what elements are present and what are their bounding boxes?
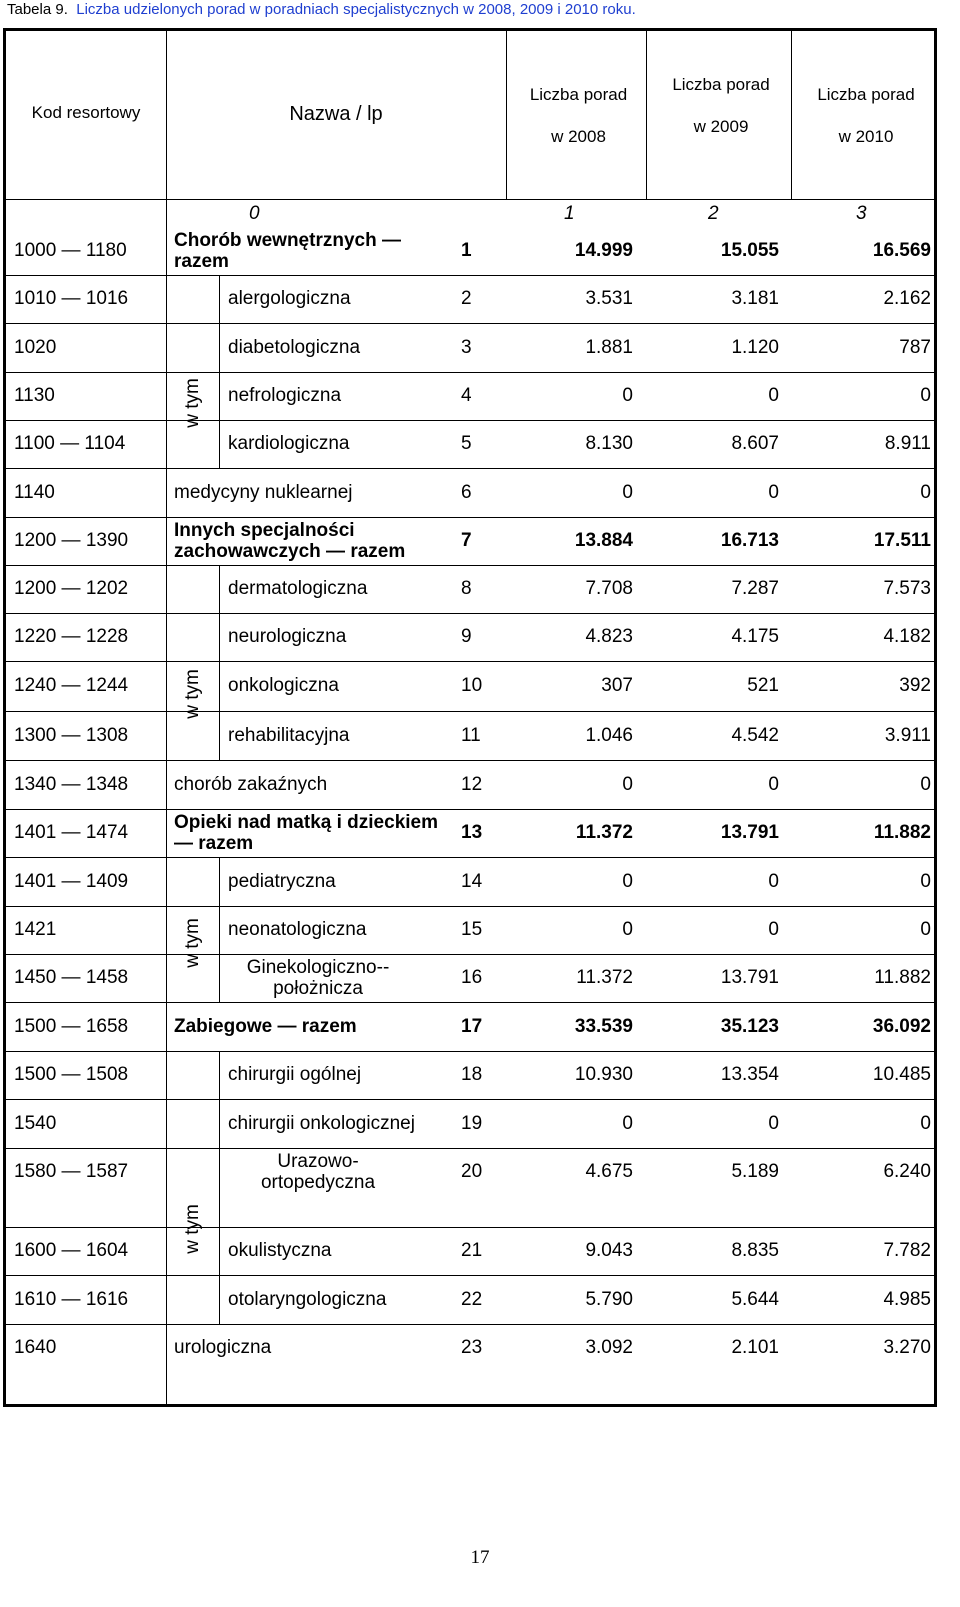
- row-value-2008: 10.930: [574, 1064, 633, 1085]
- header-2010-line1: Liczba porad: [817, 85, 915, 104]
- row-value-2009: 3.181: [731, 288, 779, 309]
- row-name: Chorób wewnętrznych — razem: [174, 230, 401, 272]
- row-value-2010: 11.882: [873, 822, 931, 843]
- row-divider: [6, 1002, 934, 1003]
- row-lp: 1: [461, 240, 472, 261]
- row-value-2008: 1.881: [585, 336, 633, 358]
- row-value-2008: 5.790: [585, 1288, 633, 1310]
- column-divider: [219, 1051, 220, 1324]
- row-divider: [6, 906, 934, 907]
- row-lp: 18: [461, 1064, 483, 1085]
- row-divider: [6, 857, 934, 858]
- column-divider: [506, 31, 507, 199]
- row-value-2009: 2.101: [731, 1337, 779, 1358]
- row-value-2009: 13.791: [720, 967, 779, 988]
- row-lp: 19: [461, 1112, 483, 1134]
- row-value-2009: 0: [768, 385, 779, 406]
- row-divider: [6, 275, 934, 276]
- row-lp: 10: [461, 675, 483, 696]
- row-code: 1100 — 1104: [14, 433, 126, 454]
- wtym-merged-cell: [167, 566, 219, 760]
- row-name: dermatologiczna: [228, 578, 368, 599]
- row-lp: 4: [461, 385, 472, 406]
- row-code: 1600 — 1604: [14, 1240, 129, 1261]
- wtym-label-3: w tym: [182, 918, 203, 968]
- row-value-2008: 7.708: [585, 578, 633, 599]
- row-value-2010: 11.882: [874, 967, 931, 988]
- row-value-2009: 1.120: [731, 336, 779, 358]
- row-value-2008: 0: [622, 385, 633, 406]
- header-2008-line1: Liczba porad: [529, 85, 628, 104]
- row-lp: 16: [461, 967, 483, 988]
- data-table: [3, 28, 937, 1407]
- header-2009-line1: Liczba porad: [672, 75, 770, 94]
- row-value-2008: 14.999: [574, 240, 633, 261]
- row-name: rehabilitacyjna: [228, 724, 350, 746]
- header-2008-line2: w 2008: [551, 127, 606, 146]
- row-lp: 5: [461, 433, 472, 454]
- column-divider: [646, 31, 647, 199]
- row-value-2008: 1.046: [585, 724, 633, 746]
- row-value-2010: 8.911: [884, 433, 931, 454]
- row-name: nefrologiczna: [228, 385, 342, 406]
- row-code: 1020: [14, 336, 57, 358]
- row-value-2008: 4.823: [585, 626, 633, 647]
- header-name: Nazwa / lp: [289, 103, 383, 125]
- row-lp: 17: [461, 1015, 483, 1037]
- column-divider: [166, 31, 167, 1404]
- row-value-2010: 16.569: [872, 240, 931, 261]
- row-value-2010: 10.485: [872, 1064, 931, 1085]
- row-name: Zabiegowe — razem: [174, 1015, 357, 1037]
- row-value-2009: 16.713: [720, 530, 779, 551]
- row-code: 1300 — 1308: [14, 724, 129, 746]
- row-divider: [6, 1148, 934, 1149]
- row-value-2010: 2.162: [883, 288, 931, 309]
- row-lp: 21: [461, 1240, 483, 1261]
- row-code: 1140: [14, 481, 55, 503]
- row-value-2009: 8.607: [731, 433, 779, 454]
- row-value-2010: 0: [920, 481, 931, 503]
- row-value-2009: 5.644: [731, 1288, 779, 1310]
- row-value-2010: 0: [920, 385, 931, 406]
- row-code: 1610 — 1616: [14, 1288, 129, 1310]
- row-lp: 8: [461, 578, 472, 599]
- row-code: 1421: [14, 919, 57, 940]
- row-name: diabetologiczna: [228, 336, 361, 358]
- row-lp: 22: [461, 1288, 483, 1310]
- row-value-2008: 11.372: [576, 967, 633, 988]
- row-name: Urazowo- ortopedyczna: [260, 1151, 376, 1193]
- row-divider: [6, 613, 934, 614]
- table-caption: [7, 0, 636, 20]
- wtym-label-4: w tym: [182, 1204, 203, 1254]
- row-divider: [6, 517, 934, 518]
- row-name: Ginekologiczno-- położnicza: [246, 957, 390, 999]
- row-value-2009: 0: [768, 1112, 779, 1134]
- row-name: chirurgii ogólnej: [228, 1064, 362, 1085]
- row-code: 1200 — 1202: [14, 578, 129, 599]
- wtym-label-2: w tym: [182, 669, 203, 719]
- row-value-2010: 4.985: [883, 1288, 931, 1310]
- row-code: 1580 — 1587: [14, 1161, 129, 1182]
- row-value-2008: 13.884: [574, 530, 633, 551]
- row-value-2008: 3.531: [585, 288, 633, 309]
- row-code: 1220 — 1228: [14, 626, 129, 647]
- row-divider: [6, 760, 934, 761]
- row-name: otolaryngologiczna: [228, 1288, 387, 1310]
- header-2009-line2: w 2009: [693, 117, 749, 136]
- row-value-2008: 0: [622, 870, 633, 892]
- row-divider: [6, 1099, 934, 1100]
- row-divider: [6, 372, 934, 373]
- row-lp: 13: [461, 822, 483, 843]
- header-code: Kod resortowy: [31, 103, 141, 122]
- row-divider: [6, 661, 934, 662]
- row-value-2009: 521: [747, 675, 779, 696]
- index-1: 1: [564, 203, 575, 224]
- row-name: okulistyczna: [228, 1240, 332, 1261]
- row-code: 1450 — 1458: [14, 967, 129, 988]
- row-divider: [6, 468, 934, 469]
- row-value-2009: 4.542: [731, 724, 779, 746]
- header-2010-line2: w 2010: [838, 127, 894, 146]
- row-divider: [6, 1275, 934, 1276]
- column-divider: [219, 275, 220, 468]
- row-code: 1000 — 1180: [14, 240, 127, 261]
- row-code: 1640: [14, 1337, 57, 1358]
- row-lp: 2: [461, 288, 472, 309]
- row-value-2008: 0: [622, 1112, 633, 1134]
- row-name: Innych specjalności zachowawczych — razem: [174, 520, 406, 562]
- row-value-2008: 0: [622, 481, 633, 503]
- row-value-2010: 7.782: [883, 1240, 931, 1261]
- row-code: 1340 — 1348: [14, 773, 129, 795]
- row-value-2009: 13.354: [720, 1064, 779, 1085]
- row-name: chirurgii onkologicznej: [228, 1112, 415, 1134]
- row-value-2010: 3.270: [883, 1337, 931, 1358]
- row-value-2009: 15.055: [720, 240, 779, 261]
- row-value-2010: 0: [920, 1112, 931, 1134]
- row-divider: [6, 323, 934, 324]
- row-code: 1130: [14, 385, 55, 406]
- wtym-merged-cell: [167, 1052, 219, 1324]
- row-lp: 12: [461, 773, 483, 795]
- row-code: 1500 — 1658: [14, 1015, 129, 1037]
- row-value-2010: 7.573: [883, 578, 931, 599]
- row-lp: 23: [461, 1337, 483, 1358]
- row-code: 1240 — 1244: [14, 675, 129, 696]
- row-value-2008: 0: [622, 919, 633, 940]
- row-name: onkologiczna: [228, 675, 339, 696]
- column-divider: [219, 857, 220, 1002]
- row-value-2008: 8.130: [585, 433, 633, 454]
- index-2: 2: [708, 203, 719, 224]
- row-divider: [6, 954, 934, 955]
- row-divider: [6, 199, 934, 200]
- row-value-2009: 0: [768, 773, 779, 795]
- row-value-2010: 0: [920, 870, 931, 892]
- row-divider: [6, 1051, 934, 1052]
- row-code: 1200 — 1390: [14, 530, 129, 551]
- row-value-2009: 8.835: [731, 1240, 779, 1261]
- column-divider: [219, 565, 220, 760]
- row-value-2009: 7.287: [731, 578, 779, 599]
- row-value-2010: 787: [899, 336, 931, 358]
- row-value-2008: 0: [622, 773, 633, 795]
- index-3: 3: [856, 203, 867, 224]
- row-name: alergologiczna: [228, 288, 351, 309]
- row-name: pediatryczna: [228, 870, 336, 892]
- wtym-label-1: w tym: [182, 378, 203, 428]
- row-value-2010: 36.092: [872, 1015, 931, 1037]
- caption-text: Liczba udzielonych porad w poradniach specjalistycznych w 2008, 2009 i 2010 roku.: [76, 1, 636, 18]
- row-value-2010: 4.182: [883, 626, 931, 647]
- row-value-2009: 35.123: [720, 1015, 779, 1037]
- row-value-2009: 0: [768, 870, 779, 892]
- row-code: 1500 — 1508: [14, 1064, 129, 1085]
- row-value-2010: 0: [920, 773, 931, 795]
- row-lp: 9: [461, 626, 472, 647]
- row-value-2009: 4.175: [731, 626, 779, 647]
- row-value-2008: 307: [601, 675, 633, 696]
- row-name: neonatologiczna: [228, 919, 367, 940]
- row-name: chorób zakaźnych: [174, 773, 328, 795]
- row-lp: 15: [461, 919, 483, 940]
- row-value-2008: 3.092: [585, 1337, 633, 1358]
- row-divider: [6, 1227, 934, 1228]
- row-name: medycyny nuklearnej: [174, 481, 353, 503]
- row-value-2008: 4.675: [585, 1161, 633, 1182]
- row-code: 1401 — 1409: [14, 870, 129, 892]
- row-value-2008: 9.043: [585, 1240, 633, 1261]
- row-divider: [6, 809, 934, 810]
- row-value-2008: 11.372: [575, 822, 633, 843]
- row-lp: 3: [461, 336, 472, 358]
- row-divider: [6, 711, 934, 712]
- row-lp: 20: [461, 1161, 483, 1182]
- row-name: Opieki nad matką i dzieckiem — razem: [174, 812, 438, 854]
- row-divider: [6, 1324, 934, 1325]
- row-code: 1401 — 1474: [14, 822, 129, 843]
- row-value-2009: 0: [768, 919, 779, 940]
- caption-prefix: Tabela 9.: [7, 1, 68, 18]
- row-value-2010: 0: [920, 919, 931, 940]
- row-value-2008: 33.539: [574, 1015, 633, 1037]
- row-lp: 7: [461, 530, 472, 551]
- row-lp: 11: [461, 724, 481, 746]
- page-number: 17: [470, 1547, 490, 1568]
- row-divider: [6, 420, 934, 421]
- row-value-2010: 392: [899, 675, 931, 696]
- row-lp: 6: [461, 481, 472, 503]
- row-value-2010: 17.511: [873, 530, 931, 551]
- row-name: urologiczna: [174, 1337, 272, 1358]
- row-value-2010: 6.240: [883, 1161, 931, 1182]
- row-name: kardiologiczna: [228, 433, 350, 454]
- index-0: 0: [249, 203, 260, 224]
- row-value-2009: 13.791: [720, 822, 779, 843]
- row-code: 1540: [14, 1112, 57, 1134]
- row-divider: [6, 565, 934, 566]
- row-lp: 14: [461, 870, 483, 892]
- row-name: neurologiczna: [228, 626, 347, 647]
- row-value-2009: 5.189: [731, 1161, 779, 1182]
- row-value-2010: 3.911: [884, 724, 931, 746]
- row-code: 1010 — 1016: [14, 288, 129, 309]
- column-divider: [791, 31, 792, 199]
- row-value-2009: 0: [768, 481, 779, 503]
